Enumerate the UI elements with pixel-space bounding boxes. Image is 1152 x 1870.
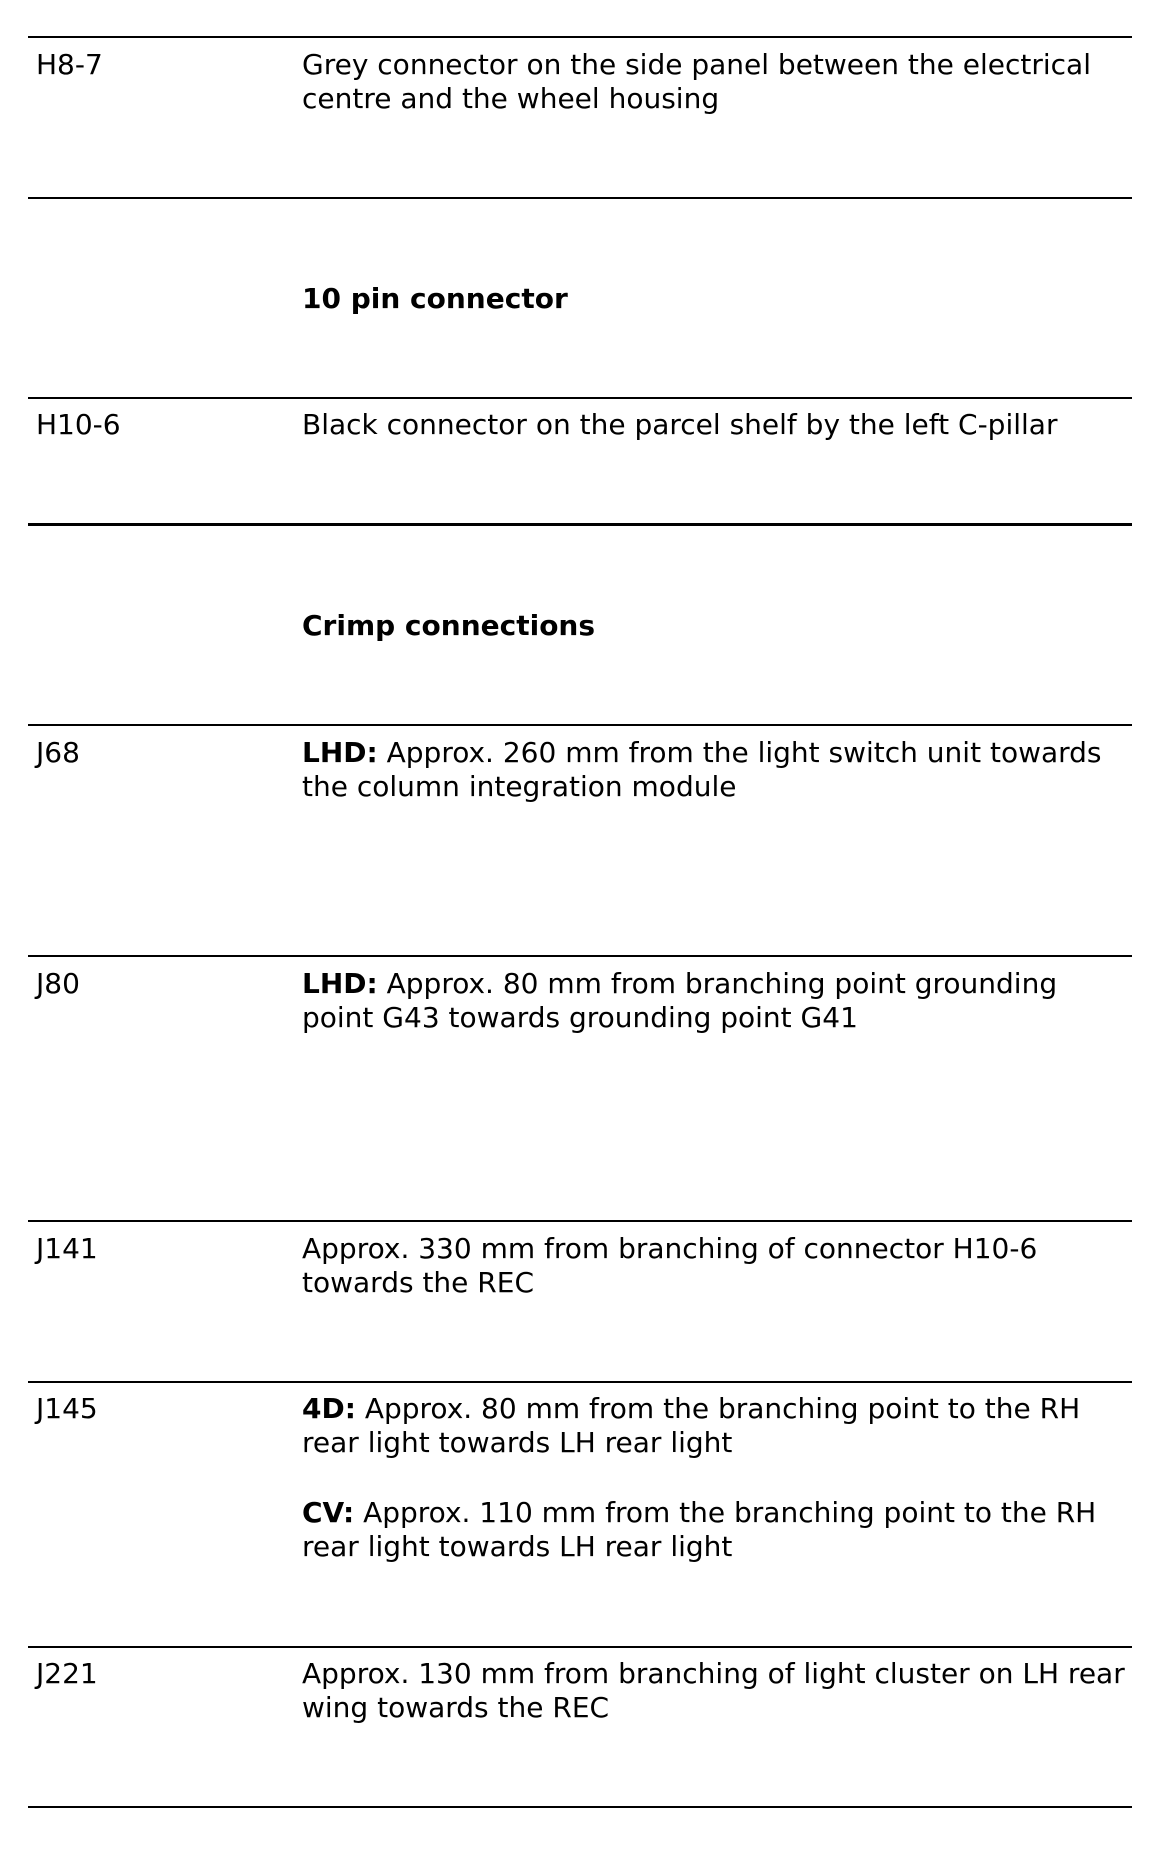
description-text (302, 736, 1132, 804)
description-text (302, 1392, 1132, 1460)
connector-description (302, 1392, 1132, 1564)
connector-description (302, 967, 1132, 1035)
description-text: Grey connector on the side panel between the electrical centre and the wheel housing (302, 48, 1091, 115)
connector-description (302, 408, 1132, 442)
description-body: Approx. 80 mm from branching point grounding point G43 towards grounding point G41 (302, 967, 1058, 1034)
connector-description (302, 736, 1132, 804)
variant-tag: LHD: (302, 736, 378, 769)
description-body: Approx. 80 mm from the branching point to the RH rear light towards LH rear light (302, 1392, 1081, 1459)
variant-tag: CV: (302, 1496, 355, 1529)
connector-description (302, 1657, 1132, 1725)
description-text: Approx. 330 mm from branching of connector H10-6 towards the REC (302, 1232, 1038, 1299)
connector-description (302, 1232, 1132, 1300)
table-rule (28, 1806, 1132, 1808)
connector-id: H8-7 (36, 48, 103, 81)
description-text (302, 1496, 1132, 1564)
connector-description (302, 48, 1132, 116)
table-rule (28, 197, 1132, 199)
table-rule (28, 36, 1132, 38)
variant-tag: 4D: (302, 1392, 356, 1425)
connector-id: J80 (36, 967, 80, 1000)
description-text: Approx. 130 mm from branching of light cluster on LH rear wing towards the REC (302, 1657, 1125, 1724)
description-body: Approx. 110 mm from the branching point to the RH rear light towards LH rear light (302, 1496, 1097, 1563)
variant-tag: LHD: (302, 967, 378, 1000)
table-rule (28, 1220, 1132, 1222)
description-text (302, 967, 1132, 1035)
connector-id: J141 (36, 1232, 98, 1265)
section-heading-crimp: Crimp connections (302, 609, 596, 642)
connector-id: J145 (36, 1392, 98, 1425)
section-heading-10-pin: 10 pin connector (302, 282, 568, 315)
connector-id: J68 (36, 736, 80, 769)
description-text: Black connector on the parcel shelf by the left C-pillar (302, 408, 1058, 441)
table-rule (28, 1381, 1132, 1383)
connector-id: J221 (36, 1657, 98, 1690)
table-rule (28, 1646, 1132, 1648)
table-rule (28, 523, 1132, 526)
connector-id: H10-6 (36, 408, 121, 441)
table-rule (28, 724, 1132, 726)
table-rule (28, 955, 1132, 957)
table-rule (28, 397, 1132, 399)
description-body: Approx. 260 mm from the light switch unit towards the column integration module (302, 736, 1102, 803)
